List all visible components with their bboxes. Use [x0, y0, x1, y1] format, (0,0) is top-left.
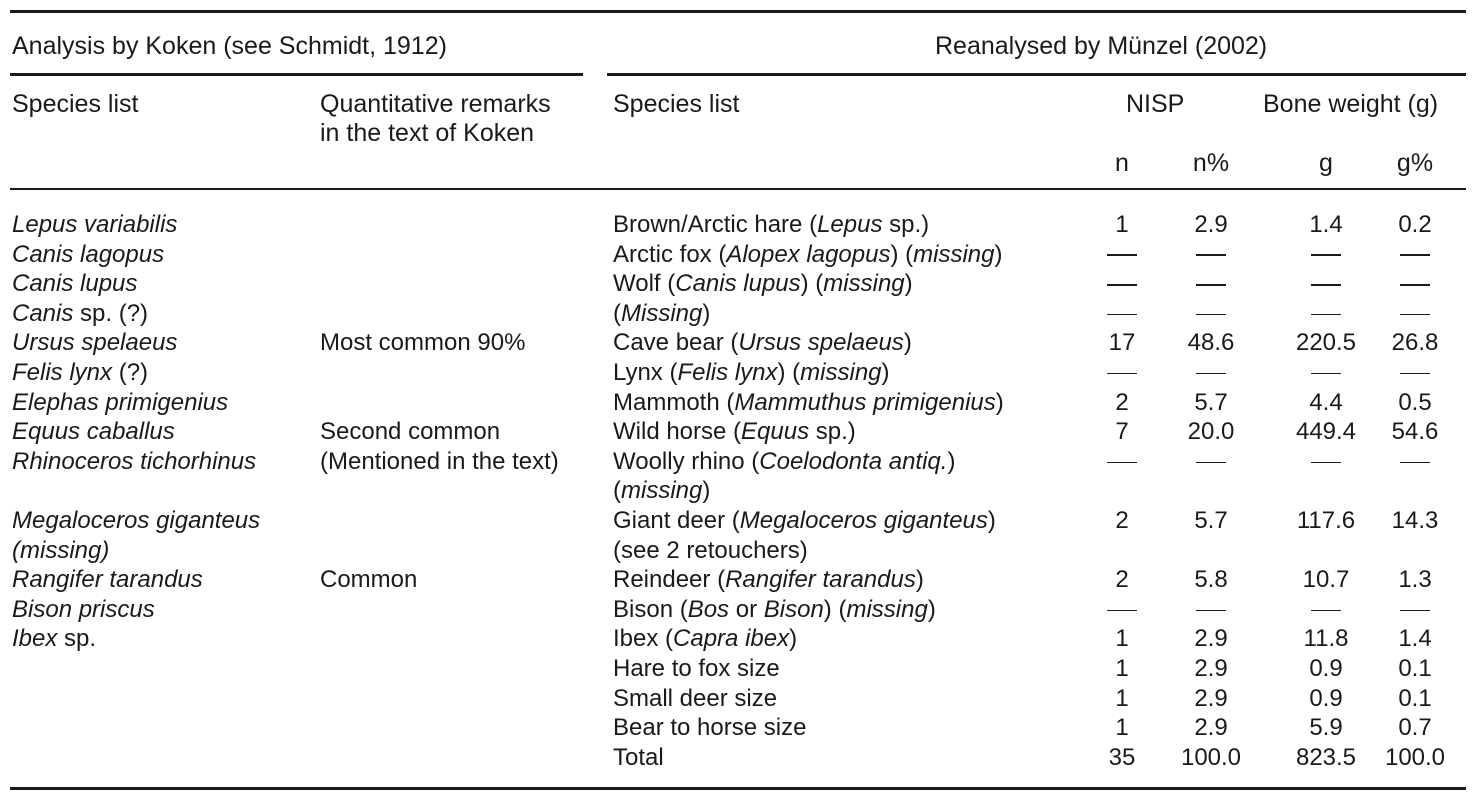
- cell-n: [1100, 299, 1144, 328]
- cell-n-percent: 5.7: [1194, 388, 1228, 416]
- cell-species-munzel: Wild horse (Equus sp.): [613, 418, 856, 446]
- cell-species-munzel: Brown/Arctic hare (Lepus sp.): [613, 211, 930, 238]
- subheader-g: g: [1319, 149, 1333, 177]
- dash-mark: [1107, 462, 1137, 464]
- dash-mark: [1311, 314, 1341, 316]
- cell-species-munzel: Total: [613, 743, 664, 771]
- dash-mark: [1107, 610, 1137, 612]
- col-header-nisp: NISP: [1126, 90, 1185, 118]
- cell-species-munzel: Bear to horse size: [613, 714, 807, 742]
- cell-species-munzel: Cave bear (Ursus spelaeus): [613, 329, 912, 357]
- cell-n-percent: 2.9: [1194, 714, 1228, 742]
- col-header-species-koken: Species list: [12, 90, 139, 118]
- cell-n-percent: 20.0: [1187, 418, 1235, 446]
- cell-g: 4.4: [1309, 388, 1343, 416]
- cell-g: 220.5: [1295, 329, 1357, 357]
- cell-species-munzel: Mammoth (Mammuthus primigenius): [613, 388, 1004, 416]
- cell-n: 1: [1115, 714, 1129, 742]
- col-header-remarks-line2: in the text of Koken: [320, 119, 535, 147]
- dash-mark: [1196, 314, 1226, 316]
- cell-n: 2: [1115, 507, 1129, 534]
- subheader-n-percent: n%: [1192, 149, 1230, 177]
- cell-species-koken: Ibex sp.: [12, 625, 97, 653]
- cell-n-percent: 5.8: [1194, 566, 1228, 594]
- cell-n: 1: [1115, 211, 1129, 238]
- subheader-n: n: [1115, 149, 1129, 177]
- dash-mark: [1400, 284, 1430, 286]
- cell-g: 0.9: [1309, 655, 1343, 682]
- cell-species-munzel: Small deer size: [613, 684, 778, 712]
- dash-mark: [1311, 373, 1341, 375]
- dash-mark: [1400, 610, 1430, 612]
- cell-g: 10.7: [1302, 566, 1350, 594]
- table-row: [0, 417, 1476, 447]
- cell-n: 1: [1115, 625, 1129, 653]
- dash-mark: [1311, 284, 1341, 286]
- dash-mark: [1107, 284, 1137, 286]
- cell-g-percent: [1380, 358, 1450, 387]
- cell-n: 1: [1115, 655, 1129, 682]
- cell-species-munzel: Wolf (Canis lupus) (missing): [613, 270, 913, 298]
- cell-n: 7: [1115, 418, 1129, 446]
- cell-species-munzel: Woolly rhino (Coelodonta antiq.): [613, 447, 956, 475]
- cell-n: 1: [1115, 684, 1129, 712]
- table-row: [0, 388, 1476, 418]
- cell-species-munzel: Giant deer (Megaloceros giganteus): [613, 507, 996, 534]
- cell-g: 823.5: [1295, 743, 1357, 771]
- cell-species-munzel: Hare to fox size: [613, 655, 780, 682]
- cell-n-percent: [1176, 358, 1246, 387]
- cell-g: 5.9: [1309, 714, 1343, 742]
- cell-n: 17: [1108, 329, 1136, 357]
- table-row: [0, 210, 1476, 240]
- group-rule-right: [607, 73, 1466, 76]
- bottom-rule: [10, 787, 1466, 790]
- group-header-munzel: Reanalysed by Münzel (2002): [935, 32, 1268, 60]
- cell-n: 2: [1115, 566, 1129, 594]
- cell-g-percent: 0.2: [1398, 211, 1432, 238]
- dash-mark: [1196, 373, 1226, 375]
- cell-n-percent: [1176, 595, 1246, 624]
- cell-n: 2: [1115, 388, 1129, 416]
- table-row: [0, 624, 1476, 654]
- cell-g-percent: [1380, 240, 1450, 269]
- cell-species-koken: Canis sp. (?): [12, 299, 149, 327]
- table-row: [0, 565, 1476, 595]
- top-rule: [10, 10, 1466, 13]
- dash-mark: [1311, 610, 1341, 612]
- table-row: [0, 654, 1476, 684]
- cell-g: 0.9: [1309, 684, 1343, 712]
- table-row: [0, 713, 1476, 743]
- cell-n: [1100, 447, 1144, 476]
- dash-mark: [1400, 462, 1430, 464]
- dash-mark: [1400, 314, 1430, 316]
- cell-g-percent: 100.0: [1384, 743, 1446, 771]
- cell-n: [1100, 595, 1144, 624]
- cell-n: [1100, 358, 1144, 387]
- cell-species-koken: Bison priscus: [12, 595, 155, 623]
- cell-g-percent: [1380, 595, 1450, 624]
- cell-n-percent: 48.6: [1187, 329, 1235, 357]
- cell-species-koken: Felis lynx (?): [12, 359, 149, 386]
- cell-n-percent: 2.9: [1194, 625, 1228, 653]
- cell-n-percent: [1176, 299, 1246, 328]
- cell-g: [1286, 447, 1366, 476]
- dash-mark: [1400, 254, 1430, 256]
- cell-species-koken: Canis lupus: [12, 270, 138, 298]
- cell-species-munzel: Reindeer (Rangifer tarandus): [613, 566, 924, 594]
- cell-species-koken: Elephas primigenius: [12, 388, 229, 416]
- cell-species-koken: Ursus spelaeus: [12, 329, 178, 357]
- table-row: [0, 595, 1476, 625]
- cell-n-percent: [1176, 269, 1246, 298]
- group-rule-left: [10, 73, 583, 76]
- table-row: [0, 328, 1476, 358]
- cell-species-koken: Rangifer tarandus: [12, 566, 203, 594]
- dash-mark: [1400, 373, 1430, 375]
- cell-n-percent: 100.0: [1180, 743, 1242, 771]
- cell-n-percent: 5.7: [1194, 507, 1228, 534]
- table-row: [0, 447, 1476, 506]
- dash-mark: [1196, 610, 1226, 612]
- cell-species-munzel: Bison (Bos or Bison) (missing): [613, 595, 936, 623]
- group-header-koken: Analysis by Koken (see Schmidt, 1912): [12, 32, 447, 60]
- cell-species-munzel: (Missing): [613, 299, 711, 327]
- col-header-remarks-line1: Quantitative remarks: [320, 90, 551, 118]
- cell-n: [1100, 240, 1144, 269]
- cell-g-percent: 0.7: [1398, 714, 1432, 742]
- table-row: [0, 358, 1476, 388]
- dash-mark: [1196, 462, 1226, 464]
- cell-species-koken: Megaloceros giganteus: [12, 507, 261, 534]
- cell-species-koken: Equus caballus: [12, 418, 175, 446]
- cell-n-percent: 2.9: [1194, 655, 1228, 682]
- cell-g-percent: 0.1: [1398, 684, 1432, 712]
- cell-g-percent: 26.8: [1391, 329, 1439, 357]
- table-row: [0, 299, 1476, 329]
- subheader-g-percent: g%: [1396, 149, 1434, 177]
- table-row: [0, 240, 1476, 270]
- dash-mark: [1311, 462, 1341, 464]
- cell-species-koken: Rhinoceros tichorhinus: [12, 447, 257, 475]
- cell-g-percent: [1380, 447, 1450, 476]
- col-header-species-munzel: Species list: [613, 90, 740, 118]
- cell-remark: Second common: [320, 418, 501, 446]
- cell-species-munzel: (see 2 retouchers): [613, 536, 808, 564]
- cell-g: [1286, 358, 1366, 387]
- cell-species-munzel: Lynx (Felis lynx) (missing): [613, 359, 890, 386]
- cell-remark: Most common 90%: [320, 329, 526, 357]
- cell-g: 117.6: [1296, 507, 1356, 534]
- cell-n-percent: [1176, 240, 1246, 269]
- cell-remark: Common: [320, 566, 418, 594]
- cell-g: 449.4: [1295, 418, 1357, 446]
- cell-species-munzel: Arctic fox (Alopex lagopus) (missing): [613, 240, 1003, 268]
- table-row: [0, 269, 1476, 299]
- dash-mark: [1196, 284, 1226, 286]
- cell-g: [1286, 299, 1366, 328]
- cell-species-munzel: (missing): [613, 477, 711, 505]
- table-row: [0, 684, 1476, 714]
- cell-g-percent: 0.1: [1398, 655, 1432, 682]
- cell-g-percent: 14.3: [1391, 507, 1439, 534]
- header-bottom-rule: [10, 188, 1466, 190]
- table-row: [0, 743, 1476, 773]
- col-header-bone-weight: Bone weight (g): [1263, 90, 1439, 118]
- cell-g: [1286, 595, 1366, 624]
- cell-species-koken: (missing): [12, 536, 110, 564]
- cell-n: 35: [1108, 743, 1136, 771]
- cell-g: [1286, 240, 1366, 269]
- cell-n: [1100, 269, 1144, 298]
- cell-species-munzel: Ibex (Capra ibex): [613, 625, 798, 653]
- dash-mark: [1107, 373, 1137, 375]
- cell-g: 11.8: [1303, 625, 1349, 653]
- cell-species-koken: Canis lagopus: [12, 240, 165, 268]
- cell-n-percent: 2.9: [1194, 684, 1228, 712]
- cell-g: [1286, 269, 1366, 298]
- cell-g-percent: 0.5: [1398, 388, 1432, 416]
- table-row: [0, 506, 1476, 565]
- cell-g-percent: [1380, 299, 1450, 328]
- cell-n-percent: [1176, 447, 1246, 476]
- cell-g-percent: 54.6: [1391, 418, 1439, 446]
- dash-mark: [1107, 314, 1137, 316]
- cell-n-percent: 2.9: [1194, 211, 1228, 238]
- cell-g: 1.4: [1309, 211, 1343, 238]
- cell-g-percent: 1.3: [1398, 566, 1432, 594]
- cell-species-koken: Lepus variabilis: [12, 211, 178, 238]
- dash-mark: [1196, 254, 1226, 256]
- cell-g-percent: 1.4: [1398, 625, 1432, 653]
- dash-mark: [1311, 254, 1341, 256]
- dash-mark: [1107, 254, 1137, 256]
- cell-remark: (Mentioned in the text): [320, 447, 559, 475]
- cell-g-percent: [1380, 269, 1450, 298]
